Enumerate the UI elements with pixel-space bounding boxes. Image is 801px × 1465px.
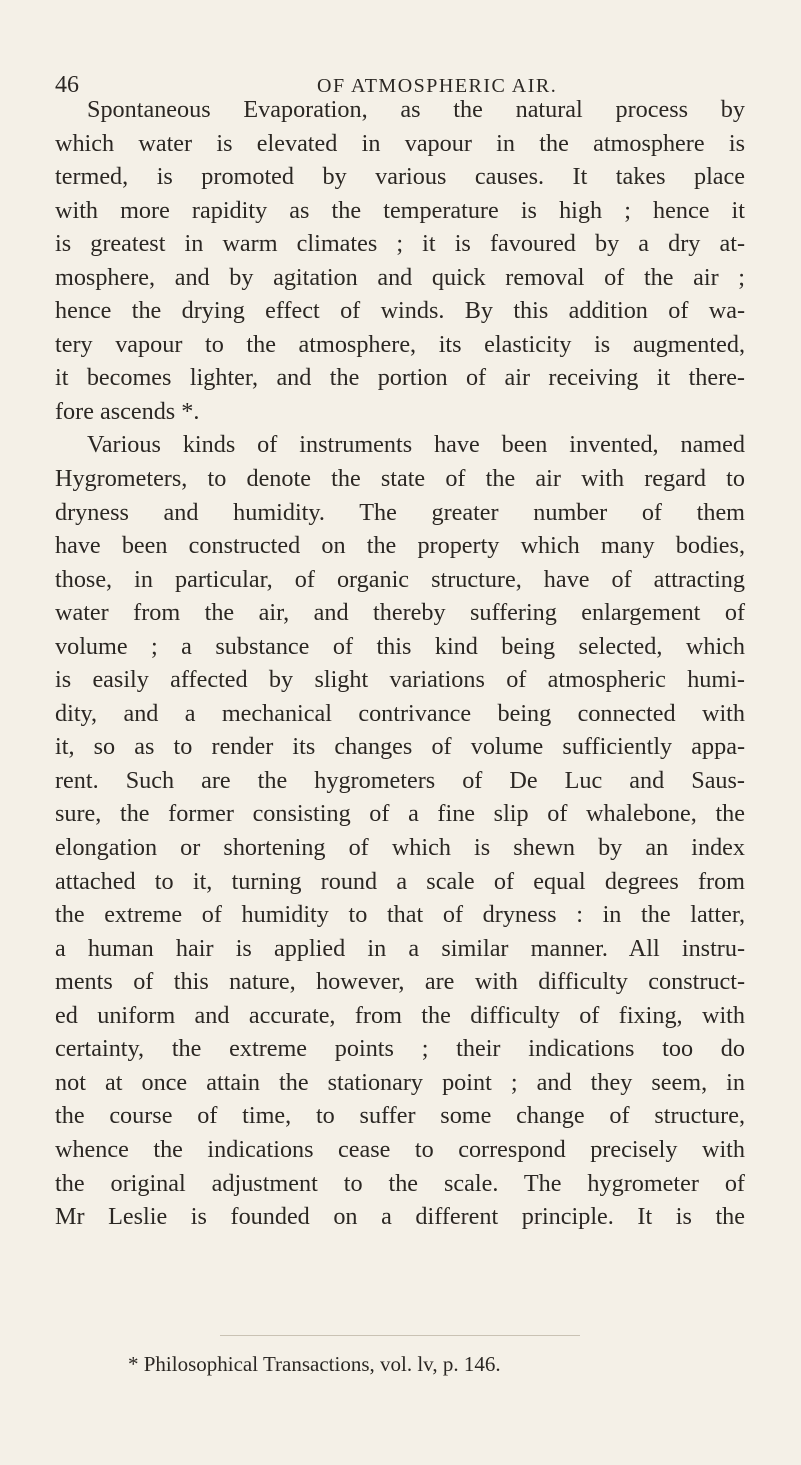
text-line: it, so as to render its changes of volume sufficiently appa- [55, 733, 745, 761]
text-line: is easily affected by slight variations of atmospheric humi- [55, 666, 745, 694]
text-line: whence the indications cease to correspond precisely with [55, 1135, 745, 1163]
body-text [55, 93, 745, 1234]
text-line: water from the air, and thereby suffering enlargement of [55, 599, 745, 627]
text-line: the course of time, to suffer some change of structure, [55, 1102, 745, 1130]
text-line: Spontaneous Evaporation, as the natural process by [87, 96, 745, 123]
text-line: which water is elevated in vapour in the atmosphere is [55, 129, 745, 157]
text-line: dity, and a mechanical contrivance being connected with [55, 699, 745, 727]
text-line: with more rapidity as the temperature is high ; hence it [55, 196, 745, 224]
text-line: not at once attain the stationary point ; and they seem, in [55, 1068, 745, 1096]
text-line: attached to it, turning round a scale of equal degrees from [55, 867, 745, 895]
text-line: sure, the former consisting of a fine slip of whalebone, the [55, 800, 745, 828]
text-line: it becomes lighter, and the portion of air receiving it there- [55, 364, 745, 392]
text-line: dryness and humidity. The greater number of them [55, 498, 745, 526]
text-line: volume ; a substance of this kind being selected, which [55, 632, 745, 660]
text-line: fore ascends *. [55, 397, 200, 425]
text-line: is greatest in warm climates ; it is favoured by a dry at- [55, 230, 745, 258]
text-line: rent. Such are the hygrometers of De Luc and Saus- [55, 766, 745, 794]
footnote: * Philosophical Transactions, vol. lv, p. 146. [128, 1352, 501, 1376]
text-line: Hygrometers, to denote the state of the air with regard to [55, 465, 745, 493]
text-line: a human hair is applied in a similar manner. All instru- [55, 934, 745, 962]
text-line: mosphere, and by agitation and quick removal of the air ; [55, 263, 745, 291]
footnote-rule [220, 1335, 580, 1336]
text-line: those, in particular, of organic structure, have of attracting [55, 565, 745, 593]
text-line: the original adjustment to the scale. The hygrometer of [55, 1169, 745, 1197]
running-title: OF ATMOSPHERIC AIR. [317, 75, 558, 97]
text-line: ments of this nature, however, are with difficulty construct- [55, 968, 745, 996]
page-number: 46 [55, 72, 79, 98]
text-line: elongation or shortening of which is shewn by an index [55, 834, 745, 862]
text-line: the extreme of humidity to that of dryness : in the latter, [55, 901, 745, 929]
text-line: certainty, the extreme points ; their indications too do [55, 1035, 745, 1063]
text-line: termed, is promoted by various causes. It takes place [55, 163, 745, 191]
text-line: hence the drying effect of winds. By this addition of wa- [55, 297, 745, 325]
text-line: tery vapour to the atmosphere, its elasticity is augmented, [55, 330, 745, 358]
text-line: ed uniform and accurate, from the difficulty of fixing, with [55, 1001, 745, 1029]
text-line: Mr Leslie is founded on a different principle. It is the [55, 1203, 745, 1231]
text-line: have been constructed on the property which many bodies, [55, 532, 745, 560]
text-line: Various kinds of instruments have been invented, named [87, 431, 745, 459]
